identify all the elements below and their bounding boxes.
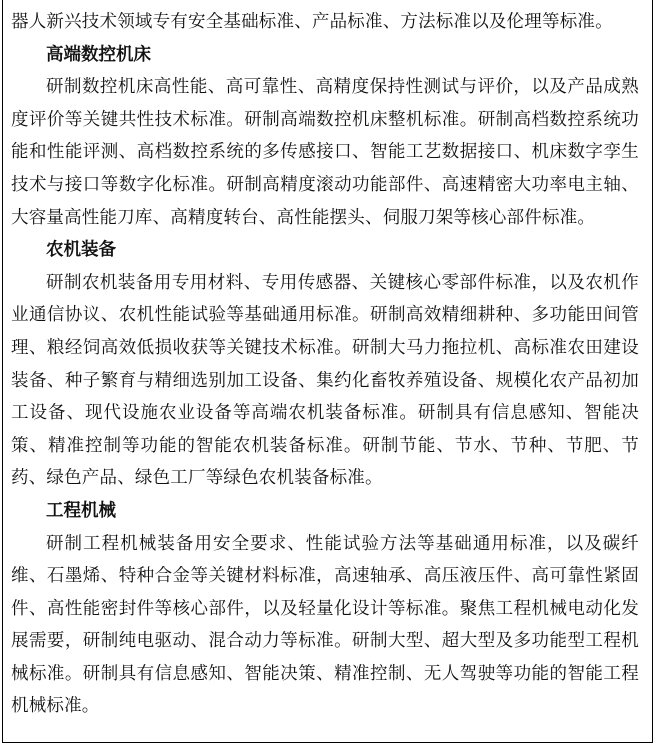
document-content: [11, 6, 639, 723]
section-body-agri: 研制农机装备用专用材料、专用传感器、关键核心零部件标准，以及农机作业通信协议、农机性能试验等基础通用标准。研制高效精细耕种、多功能田间管理、粮经饲高效低损收获等关键技术标准。研制大马力拖拉机、高标准农田建设装备、种子繁育与精细选别加工设备、集约化畜牧养殖设备、规模化农产品初加工设备、现代设施农业设备等高端农机装备标准。研制具有信息感知、智能决策、精准控制等功能的智能农机装备标准。研制节能、节水、节种、节肥、节药、绿色产品、绿色工厂等绿色农机装备标准。: [11, 272, 639, 489]
intro-paragraph: 器人新兴技术领域专有安全基础标准、产品标准、方法标准以及伦理等标准。: [11, 12, 613, 32]
section-body-construction: 研制工程机械装备用安全要求、性能试验方法等基础通用标准，以及碳纤维、石墨烯、特种合金等关键材料标准，高速轴承、高压液压件、高可靠性紧固件、高性能密封件等核心部件，以及轻量化设计等标准。聚焦工程机械电动化发展需要，研制纯电驱动、混合动力等标准。研制大型、超大型及多功能型工程机械标准。研制具有信息感知、智能决策、精准控制、无人驾驶等功能的智能工程机械标准。: [11, 533, 639, 717]
section-body-cnc: 研制数控机床高性能、高可靠性、高精度保持性测试与评价，以及产品成熟度评价等关键共性技术标准。研制高端数控机床整机标准。研制高档数控系统功能和性能评测、高档数控系统的多传感接口、智能工艺数据接口、机床数字孪生技术与接口等数字化标准。研制高精度滚动功能部件、高速精密大功率电主轴、大容量高性能刀库、高精度转台、高性能摆头、伺服刀架等核心部件标准。: [11, 77, 639, 228]
section-heading-agri: 农机装备: [46, 240, 116, 261]
section-heading-construction: 工程机械: [46, 500, 116, 521]
section-heading-cnc: 高端数控机床: [46, 44, 151, 65]
